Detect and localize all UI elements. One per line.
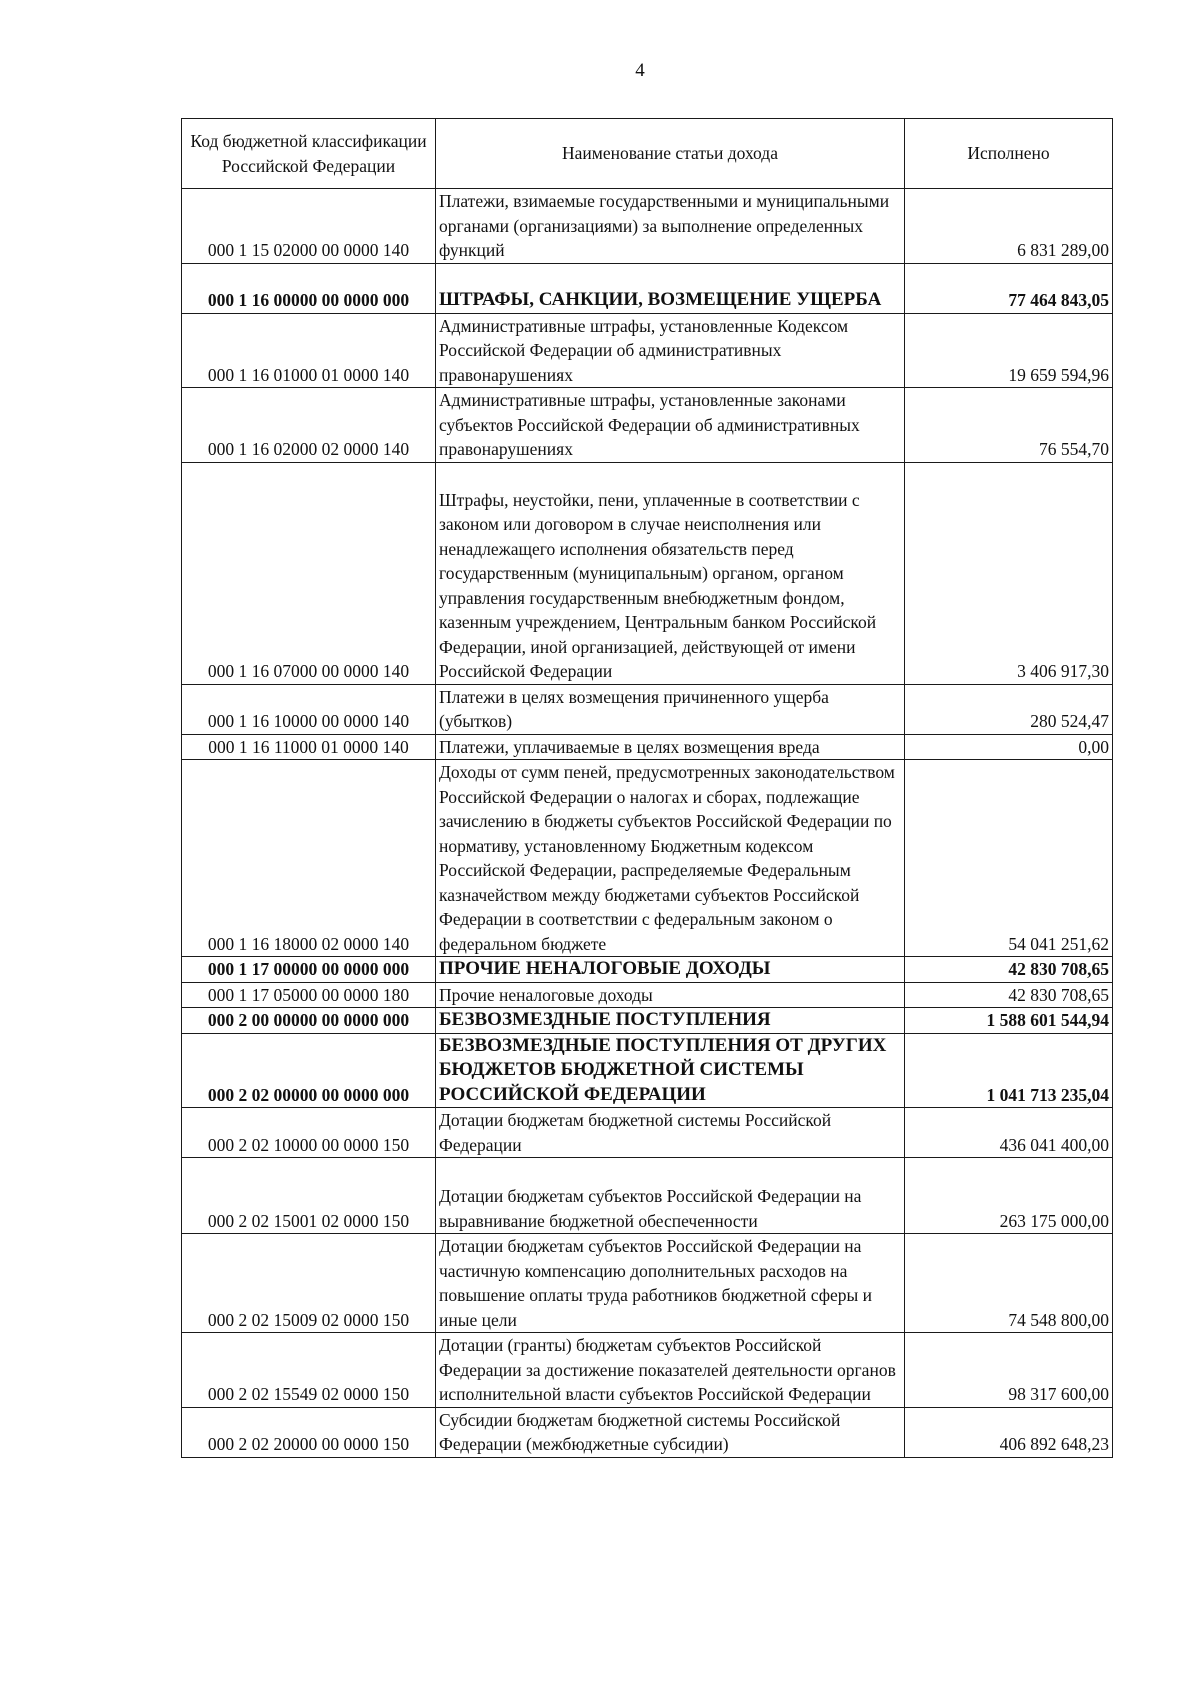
- row-name: Дотации (гранты) бюджетам субъектов Российской Федерации за достижение показателей деятельности органов исполнительной власти субъектов Российской Федерации: [436, 1333, 905, 1408]
- row-name: Платежи, уплачиваемые в целях возмещения вреда: [436, 734, 905, 760]
- row-name: БЕЗВОЗМЕЗДНЫЕ ПОСТУПЛЕНИЯ ОТ ДРУГИХ БЮДЖЕТОВ БЮДЖЕТНОЙ СИСТЕМЫ РОССИЙСКОЙ ФЕДЕРАЦИИ: [436, 1033, 905, 1108]
- table-row: [182, 1407, 1113, 1457]
- table-row: [182, 734, 1113, 760]
- row-amount: 77 464 843,05: [905, 263, 1113, 313]
- table-row: [182, 982, 1113, 1008]
- page-number: 4: [635, 60, 645, 81]
- row-name: Административные штрафы, установленные Кодексом Российской Федерации об административных правонарушениях: [436, 313, 905, 388]
- row-code: 000 2 02 00000 00 0000 000: [182, 1033, 436, 1108]
- row-name: ШТРАФЫ, САНКЦИИ, ВОЗМЕЩЕНИЕ УЩЕРБА: [436, 263, 905, 313]
- table-row: [182, 1008, 1113, 1034]
- row-code: 000 1 17 05000 00 0000 180: [182, 982, 436, 1008]
- table-row: [182, 760, 1113, 957]
- table-header-row: [182, 119, 1113, 189]
- row-code: 000 1 17 00000 00 0000 000: [182, 957, 436, 983]
- row-amount: 263 175 000,00: [905, 1158, 1113, 1234]
- row-name: Дотации бюджетам субъектов Российской Федерации на выравнивание бюджетной обеспеченности: [436, 1158, 905, 1234]
- row-name: Платежи, взимаемые государственными и муниципальными органами (организациями) за выполнение определенных функций: [436, 189, 905, 264]
- row-name: Платежи в целях возмещения причиненного ущерба (убытков): [436, 684, 905, 734]
- row-name: Субсидии бюджетам бюджетной системы Российской Федерации (межбюджетные субсидии): [436, 1407, 905, 1457]
- row-amount: 98 317 600,00: [905, 1333, 1113, 1408]
- table-row: [182, 684, 1113, 734]
- table-row: [182, 1033, 1113, 1108]
- table-row: [182, 1333, 1113, 1408]
- table-row: [182, 1234, 1113, 1333]
- row-code: 000 2 02 15549 02 0000 150: [182, 1333, 436, 1408]
- row-name: Административные штрафы, установленные законами субъектов Российской Федерации об административных правонарушениях: [436, 388, 905, 463]
- row-code: 000 1 16 10000 00 0000 140: [182, 684, 436, 734]
- row-code: 000 1 16 18000 02 0000 140: [182, 760, 436, 957]
- table-row: [182, 957, 1113, 983]
- row-code: 000 1 16 11000 01 0000 140: [182, 734, 436, 760]
- row-name: БЕЗВОЗМЕЗДНЫЕ ПОСТУПЛЕНИЯ: [436, 1008, 905, 1034]
- table-row: [182, 1158, 1113, 1234]
- row-code: 000 1 16 07000 00 0000 140: [182, 462, 436, 684]
- row-amount: 0,00: [905, 734, 1113, 760]
- row-code: 000 1 15 02000 00 0000 140: [182, 189, 436, 264]
- row-amount: 42 830 708,65: [905, 957, 1113, 983]
- table-row: [182, 388, 1113, 463]
- row-code: 000 2 02 10000 00 0000 150: [182, 1108, 436, 1158]
- row-code: 000 1 16 02000 02 0000 140: [182, 388, 436, 463]
- header-code: Код бюджетной классификации Российской Федерации: [182, 119, 436, 189]
- row-amount: 436 041 400,00: [905, 1108, 1113, 1158]
- row-amount: 1 588 601 544,94: [905, 1008, 1113, 1034]
- table-row: [182, 263, 1113, 313]
- row-amount: 406 892 648,23: [905, 1407, 1113, 1457]
- row-name: ПРОЧИЕ НЕНАЛОГОВЫЕ ДОХОДЫ: [436, 957, 905, 983]
- header-name: Наименование статьи дохода: [436, 119, 905, 189]
- table-row: [182, 313, 1113, 388]
- row-amount: 54 041 251,62: [905, 760, 1113, 957]
- row-amount: 280 524,47: [905, 684, 1113, 734]
- row-amount: 1 041 713 235,04: [905, 1033, 1113, 1108]
- row-amount: 19 659 594,96: [905, 313, 1113, 388]
- row-code: 000 1 16 00000 00 0000 000: [182, 263, 436, 313]
- table-row: [182, 462, 1113, 684]
- row-amount: 6 831 289,00: [905, 189, 1113, 264]
- row-code: 000 2 02 15001 02 0000 150: [182, 1158, 436, 1234]
- row-code: 000 2 02 20000 00 0000 150: [182, 1407, 436, 1457]
- row-name: Прочие неналоговые доходы: [436, 982, 905, 1008]
- header-amount: Исполнено: [905, 119, 1113, 189]
- row-code: 000 1 16 01000 01 0000 140: [182, 313, 436, 388]
- row-code: 000 2 00 00000 00 0000 000: [182, 1008, 436, 1034]
- row-name: Дотации бюджетам субъектов Российской Федерации на частичную компенсацию дополнительных расходов на повышение оплаты труда работников бюджетной сферы и иные цели: [436, 1234, 905, 1333]
- budget-revenue-table: [181, 118, 1113, 1458]
- row-amount: 74 548 800,00: [905, 1234, 1113, 1333]
- row-amount: 42 830 708,65: [905, 982, 1113, 1008]
- row-code: 000 2 02 15009 02 0000 150: [182, 1234, 436, 1333]
- row-name: Штрафы, неустойки, пени, уплаченные в соответствии с законом или договором в случае неисполнения или ненадлежащего исполнения обязательств перед государственным (муниципальным) органом, органом управления государственным внебюджетным фондом, казенным учреждением, Центральным банком Российской Федерации, иной организацией, действующей от имени Российской Федерации: [436, 462, 905, 684]
- row-amount: 3 406 917,30: [905, 462, 1113, 684]
- row-name: Дотации бюджетам бюджетной системы Российской Федерации: [436, 1108, 905, 1158]
- row-name: Доходы от сумм пеней, предусмотренных законодательством Российской Федерации о налогах и сборах, подлежащие зачислению в бюджеты субъектов Российской Федерации по нормативу, установленному Бюджетным кодексом Российской Федерации, распределяемые Федеральным казначейством между бюджетами субъектов Российской Федерации в соответствии с федеральным законом о федеральном бюджете: [436, 760, 905, 957]
- table-row: [182, 189, 1113, 264]
- table-row: [182, 1108, 1113, 1158]
- row-amount: 76 554,70: [905, 388, 1113, 463]
